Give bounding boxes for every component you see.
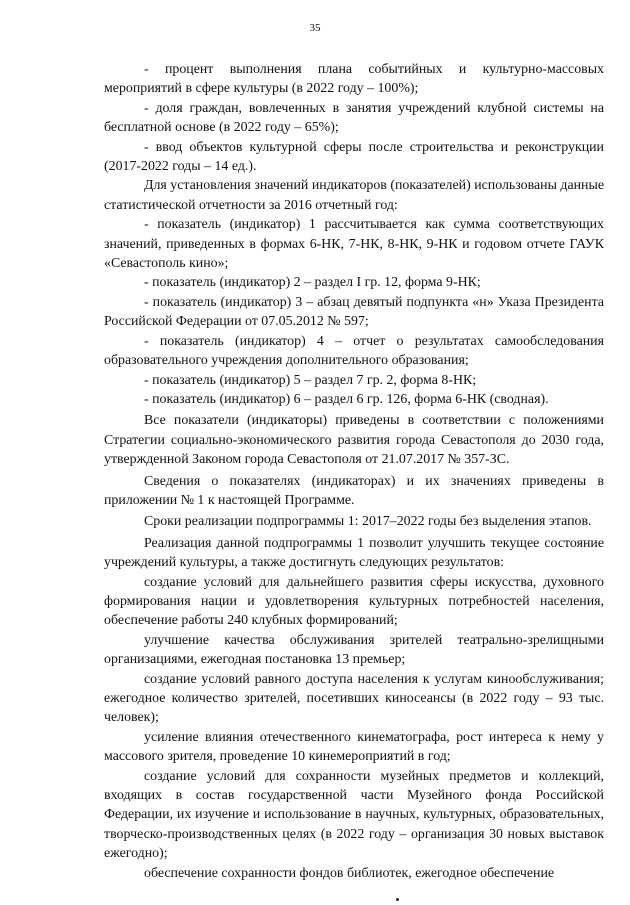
- paragraph: улучшение качества обслуживания зрителей театрально-зрелищными организациями, ежегодная постановка 13 премьер;: [104, 632, 604, 668]
- paragraph: - показатель (индикатор) 2 – раздел I гр. 12, форма 9-НК;: [144, 275, 481, 291]
- page-number: 35: [309, 22, 321, 34]
- paragraph: усиление влияния отечественного кинематографа, рост интереса к нему у массового зрителя, проведение 10 кинемероприятий в год;: [104, 729, 604, 765]
- paragraph: Сроки реализации подпрограммы 1: 2017–2022 годы без выделения этапов.: [144, 514, 592, 530]
- paragraph: создание условий для дальнейшего развития сферы искусства, духовного формирования нации и удовлетворения культурных потребностей населения, обеспечение работы 240 клубных формирований;: [104, 574, 604, 629]
- document-body: [104, 60, 604, 883]
- paragraph: создание условий равного доступа населения к услугам кинообслуживания; ежегодное количество зрителей, посетивших киносеансы (в 2022 году – 93 тыс. человек);: [104, 671, 604, 726]
- paragraph: Все показатели (индикаторы) приведены в соответствии с положениями Стратегии социально-экономического развития города Севастополя до 2030 года, утвержденной Законом города Севастополя от 21.07.2017 № 357-ЗС.: [104, 413, 604, 468]
- paragraph: - доля граждан, вовлеченных в занятия учреждений клубной системы на бесплатной основе (в 2022 году – 65%);: [104, 100, 604, 136]
- paragraph: Сведения о показателях (индикаторах) и их значениях приведены в приложении № 1 к настоящей Программе.: [104, 473, 604, 508]
- scan-speck: [396, 898, 399, 901]
- paragraph: - показатель (индикатор) 6 – раздел 6 гр. 126, форма 6-НК (сводная).: [144, 391, 549, 407]
- paragraph: обеспечение сохранности фондов библиотек, ежегодное обеспечение: [144, 865, 555, 881]
- paragraph: - показатель (индикатор) 5 – раздел 7 гр. 2, форма 8-НК;: [144, 372, 477, 388]
- paragraph: Реализация данной подпрограммы 1 позволит улучшить текущее состояние учреждений культуры, а также достигнуть следующих результатов:: [104, 535, 604, 571]
- paragraph: - процент выполнения плана событийных и культурно-массовых мероприятий в сфере культуры (в 2022 году – 100%);: [104, 62, 604, 97]
- paragraph: Для установления значений индикаторов (показателей) использованы данные статистической отчетности за 2016 отчетный год:: [104, 178, 604, 213]
- paragraph: - ввод объектов культурной сферы после строительства и реконструкции (2017-2022 годы – 14 ед.).: [104, 139, 604, 175]
- paragraph: - показатель (индикатор) 1 рассчитывается как сумма соответствующих значений, приведенных в формах 6-НК, 7-НК, 8-НК, 9-НК и годовом отчете ГАУК «Севастополь кино»;: [104, 217, 604, 272]
- paragraph: - показатель (индикатор) 3 – абзац девятый подпункта «н» Указа Президента Российской Федерации от 07.05.2012 № 597;: [104, 294, 604, 330]
- paragraph: создание условий для сохранности музейных предметов и коллекций, входящих в состав государственной части Музейного фонда Российской Федерации, их изучение и использование в научных, культурных, образовательных, творческо-производственных целях (в 2022 году – организация 30 новых выставок ежегодно);: [104, 768, 604, 862]
- paragraph: - показатель (индикатор) 4 – отчет о результатах самообследования образовательного учреждения дополнительного образования;: [104, 333, 604, 369]
